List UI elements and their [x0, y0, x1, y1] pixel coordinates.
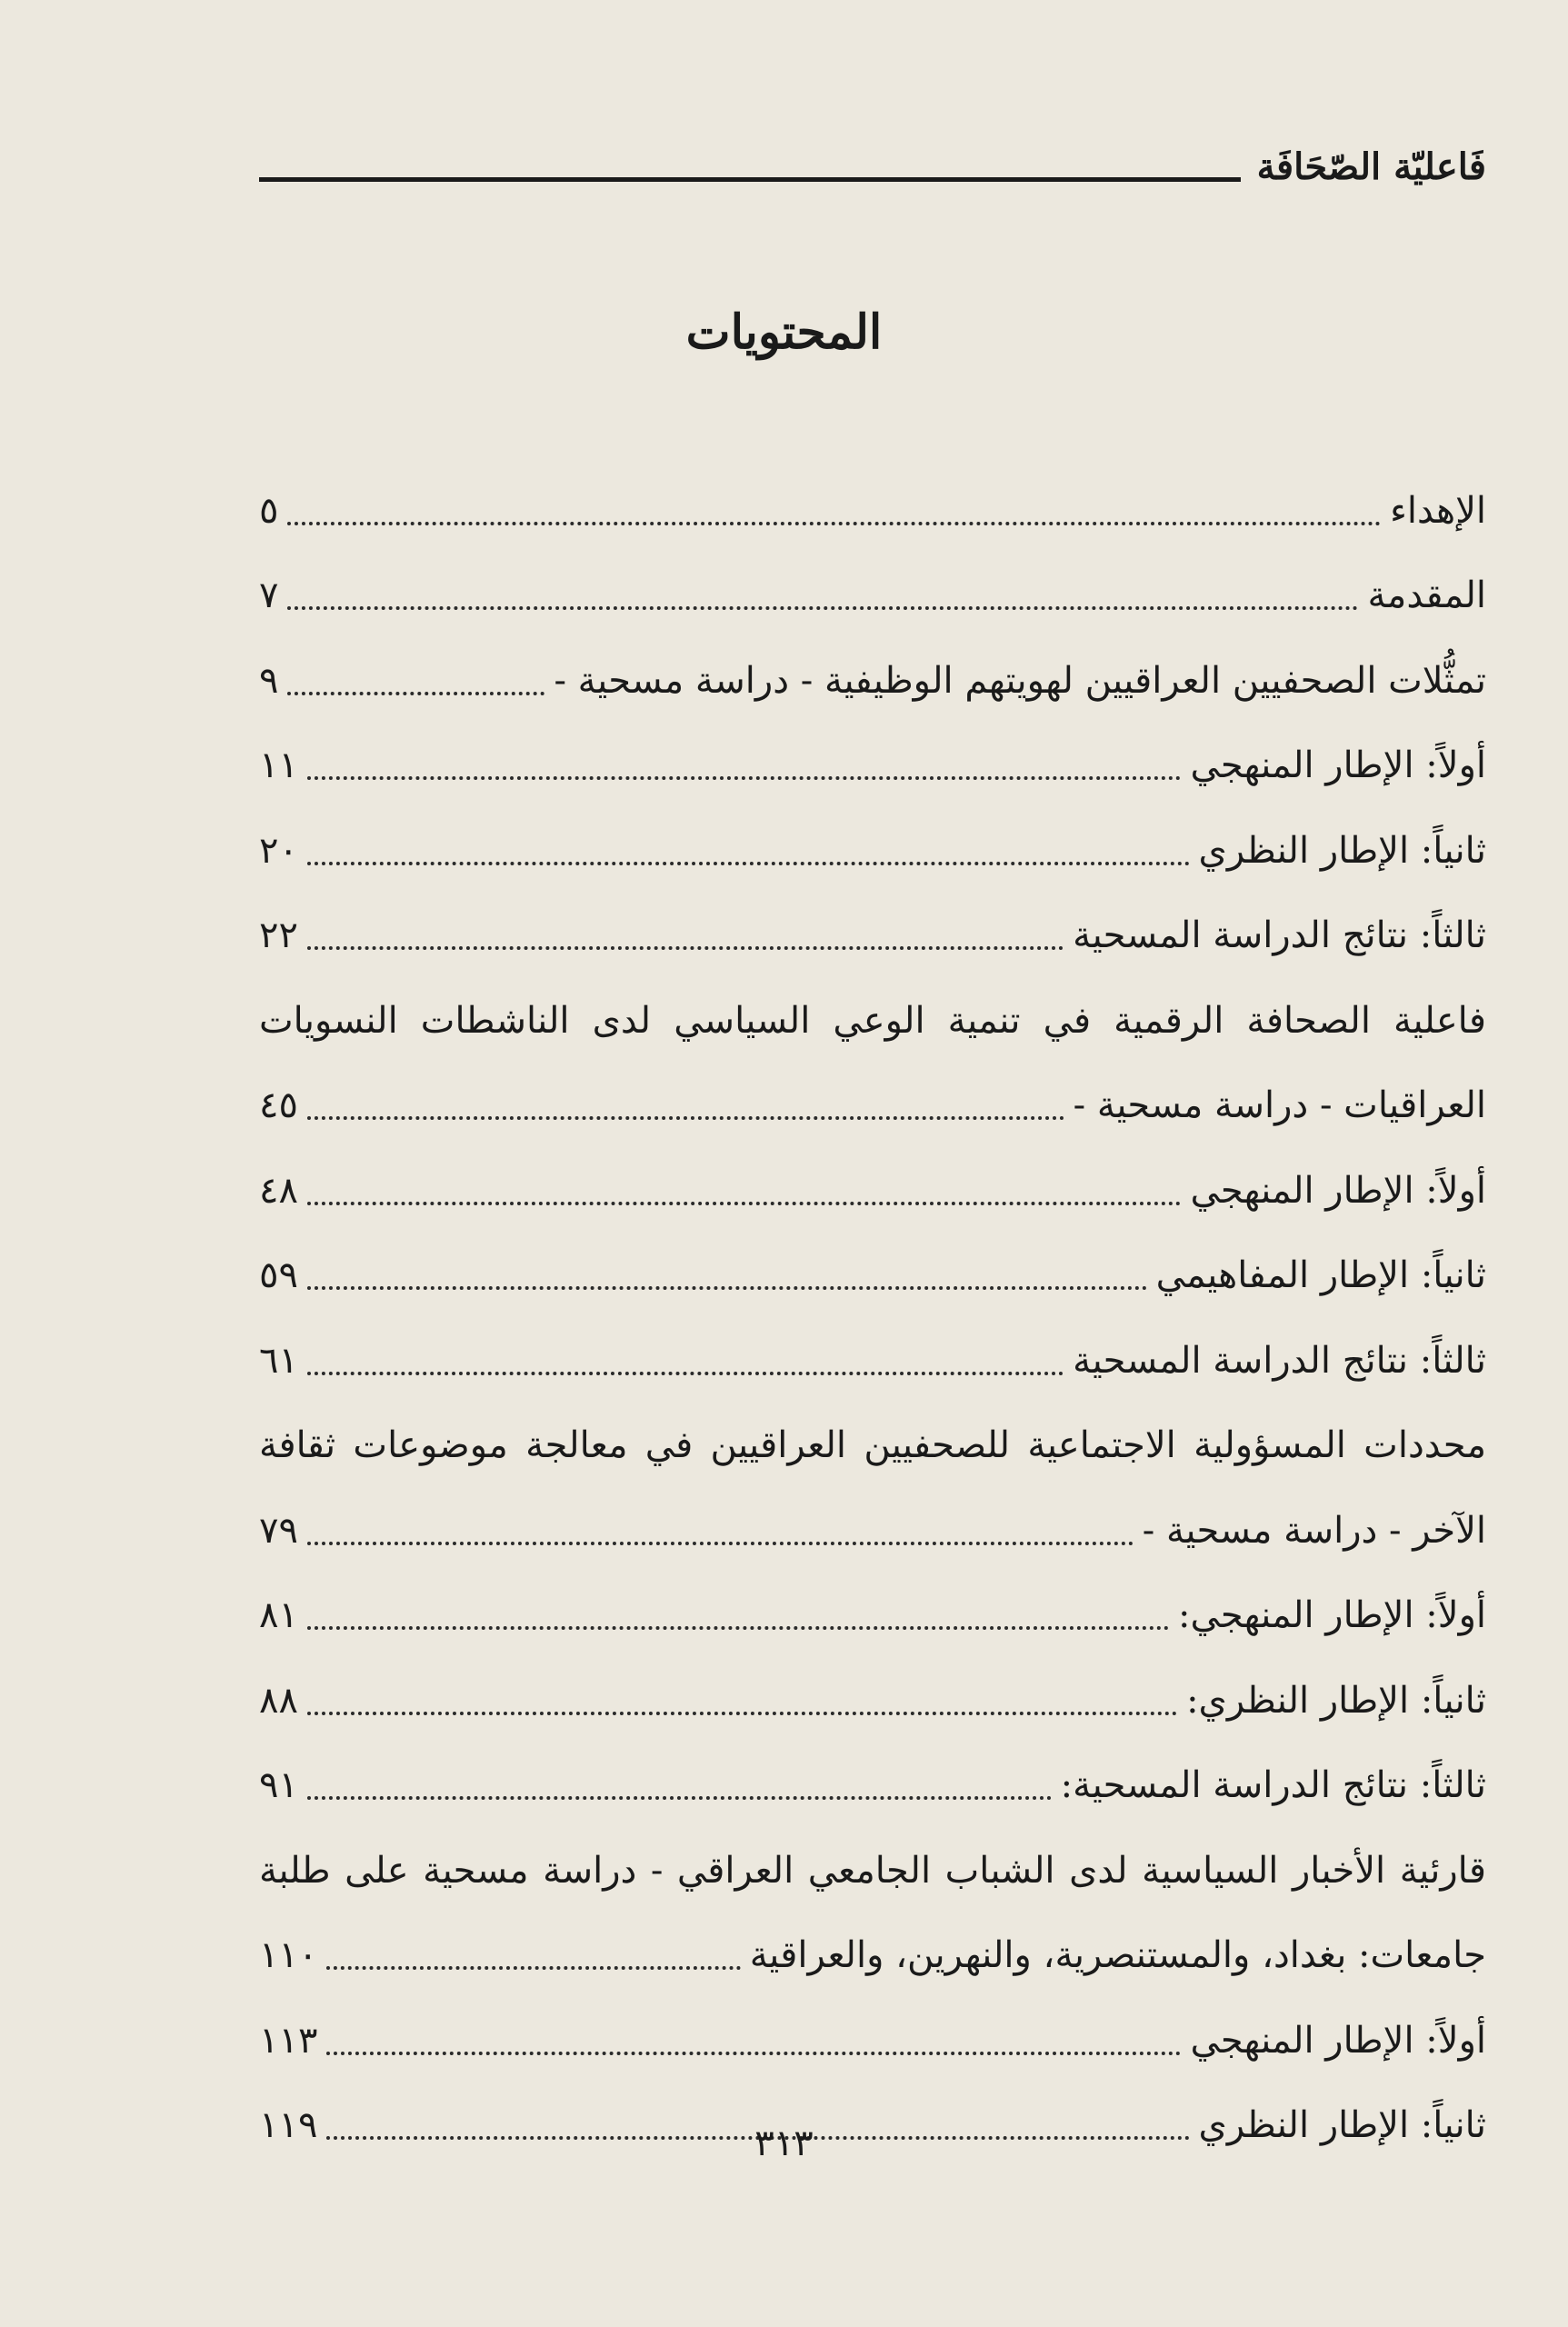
dot-leader	[307, 1796, 1052, 1800]
page-title: المحتويات	[685, 305, 883, 360]
toc-entry-title: الإهداء	[1390, 489, 1486, 532]
toc-entry	[259, 1828, 1486, 1913]
dot-leader	[287, 522, 1381, 525]
toc-entry	[259, 1743, 1486, 1829]
dot-leader	[307, 1542, 1134, 1545]
toc-entry-page: ٩	[259, 659, 279, 702]
toc-entry-title: جامعات: بغداد، والمستنصرية، والنهرين، والعراقية	[749, 1934, 1486, 1977]
toc-entry	[259, 1233, 1486, 1319]
table-of-contents	[259, 468, 1486, 2168]
toc-entry-page: ١١٩	[259, 2104, 318, 2147]
dot-leader	[326, 1966, 740, 1970]
toc-entry-title: تمثُّلات الصحفيين العراقيين لهويتهم الوظيفية - دراسة مسحية -	[554, 659, 1486, 702]
dot-leader	[287, 692, 544, 695]
dot-leader	[307, 946, 1064, 950]
toc-entry-page: ٥	[259, 489, 279, 532]
toc-entry-title: ثانياً: الإطار النظري	[1198, 829, 1486, 872]
toc-entry-title: ثانياً: الإطار النظري:	[1186, 1679, 1486, 1722]
toc-entry-page: ٧٩	[259, 1509, 298, 1552]
dot-leader	[307, 862, 1190, 865]
toc-entry	[259, 1658, 1486, 1743]
toc-entry	[259, 1403, 1486, 1489]
dot-leader	[307, 1626, 1169, 1630]
page-number: ٣١٣	[754, 2122, 814, 2164]
toc-entry	[259, 894, 1486, 979]
toc-entry-page: ٤٨	[259, 1169, 298, 1212]
toc-entry-title: أولاً: الإطار المنهجي	[1190, 744, 1486, 787]
toc-entry-page: ٧	[259, 574, 279, 617]
toc-entry-title: ثالثاً: نتائج الدراسة المسحية	[1073, 914, 1486, 957]
dot-leader	[307, 1202, 1182, 1205]
toc-entry-title: ثانياً: الإطار المفاهيمي	[1155, 1254, 1486, 1297]
toc-entry-page: ١١٠	[259, 1934, 318, 1977]
dot-leader	[307, 1712, 1177, 1715]
toc-entry-page: ٦١	[259, 1339, 298, 1382]
toc-entry-page: ٢٢	[259, 914, 298, 957]
dot-leader	[307, 1116, 1064, 1120]
running-head	[259, 135, 1486, 189]
toc-entry-title: قارئية الأخبار السياسية لدى الشباب الجامعي العراقي - دراسة مسحية على طلبة	[259, 1849, 1486, 1892]
toc-entry-title: ثانياً: الإطار النظري	[1198, 2104, 1486, 2147]
toc-entry-page: ٤٥	[259, 1084, 298, 1127]
dot-leader	[307, 776, 1182, 780]
toc-entry-title: العراقيات - دراسة مسحية -	[1073, 1084, 1486, 1127]
toc-entry	[259, 468, 1486, 554]
toc-entry	[259, 1148, 1486, 1233]
dot-leader	[307, 1286, 1147, 1290]
toc-entry-page: ٢٠	[259, 829, 298, 872]
toc-entry-page: ١١٣	[259, 2019, 318, 2062]
toc-entry	[259, 724, 1486, 809]
toc-entry	[259, 638, 1486, 724]
dot-leader	[307, 1372, 1064, 1375]
dot-leader	[326, 2052, 1181, 2055]
toc-entry-page: ٨١	[259, 1594, 298, 1637]
running-head-rule	[259, 177, 1241, 182]
toc-entry-title: أولاً: الإطار المنهجي	[1190, 1169, 1486, 1212]
toc-entry-page: ١١	[259, 744, 298, 787]
toc-entry-title: أولاً: الإطار المنهجي	[1190, 2019, 1486, 2062]
toc-entry-title: ثالثاً: نتائج الدراسة المسحية	[1073, 1339, 1486, 1382]
toc-entry	[259, 1998, 1486, 2083]
toc-entry	[259, 1913, 1486, 1999]
toc-entry-title: ثالثاً: نتائج الدراسة المسحية:	[1060, 1764, 1486, 1807]
toc-entry-title: الآخر - دراسة مسحية -	[1142, 1509, 1486, 1552]
toc-entry	[259, 808, 1486, 894]
toc-entry	[259, 978, 1486, 1064]
toc-entry	[259, 554, 1486, 639]
toc-entry-title: فاعلية الصحافة الرقمية في تنمية الوعي السياسي لدى الناشطات النسويات	[259, 999, 1486, 1042]
running-head-title: فَاعليّة الصّحَافَة	[1256, 145, 1486, 188]
toc-entry	[259, 1064, 1486, 1149]
toc-entry-title: محددات المسؤولية الاجتماعية للصحفيين العراقيين في معالجة موضوعات ثقافة	[259, 1424, 1486, 1467]
toc-entry	[259, 1318, 1486, 1403]
toc-entry	[259, 1573, 1486, 1659]
toc-entry-page: ٩١	[259, 1764, 298, 1807]
toc-entry-title: أولاً: الإطار المنهجي:	[1178, 1594, 1486, 1637]
dot-leader	[287, 606, 1358, 610]
toc-entry	[259, 1488, 1486, 1573]
toc-entry-page: ٨٨	[259, 1679, 298, 1722]
toc-entry-title: المقدمة	[1367, 574, 1486, 617]
toc-entry-page: ٥٩	[259, 1254, 298, 1297]
